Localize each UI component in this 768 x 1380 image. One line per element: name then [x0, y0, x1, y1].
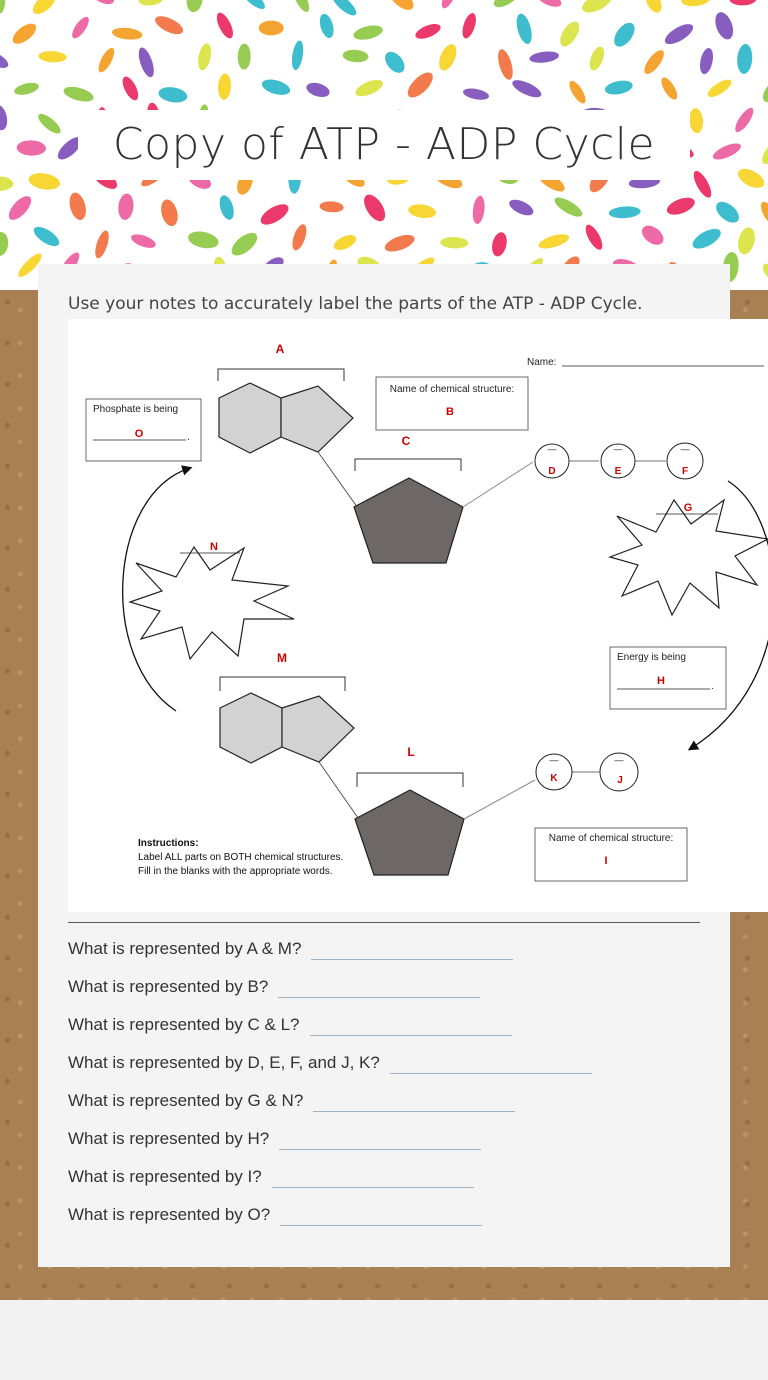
label-j: J: [617, 775, 623, 786]
leaf: [688, 108, 704, 134]
energy-burst-g: [610, 500, 768, 615]
bracket-m: [220, 677, 345, 691]
leaf: [329, 0, 360, 19]
minus-e: —: [613, 444, 623, 454]
label-h: H: [657, 675, 665, 687]
question-row: [68, 1048, 592, 1074]
leaf: [186, 229, 220, 251]
instruction-text: Use your notes to accurately label the parts of the ATP - ADP Cycle.: [68, 294, 643, 314]
leaf: [712, 198, 742, 227]
leaf: [0, 0, 5, 14]
leaf: [552, 194, 585, 220]
leaf: [117, 193, 135, 221]
leaf: [119, 74, 141, 102]
leaf: [157, 85, 188, 104]
leaf: [662, 20, 696, 48]
leaf: [690, 168, 714, 200]
question-label: What is represented by A & M?: [68, 939, 302, 958]
leaf: [96, 46, 118, 75]
leaf: [214, 10, 237, 40]
question-label: What is represented by H?: [68, 1129, 270, 1148]
page-title: Copy of ATP - ADP Cycle: [112, 119, 656, 170]
leaf: [507, 196, 536, 218]
leaf: [658, 75, 680, 102]
question-label: What is represented by B?: [68, 977, 269, 996]
leaf: [5, 192, 35, 223]
minus-j: —: [614, 755, 624, 765]
label-l: L: [407, 745, 415, 759]
leaf: [698, 47, 715, 76]
leaf: [16, 140, 46, 156]
leaf: [257, 200, 291, 229]
minus-d: —: [547, 444, 557, 454]
instructions-line-2: Fill in the blanks with the appropriate words.: [138, 866, 333, 877]
question-row: [68, 1010, 512, 1036]
instructions-line-1: Label ALL parts on BOTH chemical structures.: [138, 852, 344, 863]
leaf: [88, 0, 117, 8]
leaf: [62, 84, 95, 104]
leaf: [638, 222, 667, 249]
minus-f: —: [680, 444, 690, 454]
energy-text: Energy is being: [617, 652, 686, 663]
leaf: [13, 81, 40, 97]
adp-ribose-pentagon: [355, 790, 464, 875]
label-k: K: [550, 773, 558, 784]
leaf: [196, 42, 213, 71]
section-divider: [68, 922, 700, 923]
leaf: [383, 232, 417, 255]
leaf: [138, 0, 163, 7]
leaf: [436, 42, 460, 73]
leaf: [360, 191, 390, 225]
label-b: B: [446, 406, 454, 418]
leaf: [319, 201, 344, 213]
leaf: [711, 140, 743, 163]
leaf: [27, 171, 61, 192]
label-c: C: [401, 434, 411, 448]
worksheet: [38, 264, 730, 1267]
leaf: [0, 177, 13, 191]
label-m: M: [277, 651, 287, 665]
adp-adenine-hexagon: [220, 693, 282, 763]
leaf: [260, 77, 292, 98]
phosphate-text: Phosphate is being: [93, 404, 179, 415]
leaf: [158, 198, 180, 228]
answer-input[interactable]: [278, 973, 480, 998]
question-row: [68, 1200, 482, 1226]
instructions-title: Instructions:: [138, 838, 199, 849]
label-a: A: [275, 342, 285, 356]
leaf: [237, 43, 250, 69]
question-row: [68, 934, 513, 960]
leaf: [491, 0, 522, 11]
bracket-a: [218, 369, 344, 381]
leaf: [439, 0, 460, 10]
name-label: Name:: [527, 357, 557, 368]
atp-ribose-pentagon: [354, 478, 463, 563]
leaf: [31, 223, 62, 250]
adp-link-phosphates: [464, 780, 535, 819]
leaf: [386, 0, 418, 14]
leaf: [529, 50, 560, 64]
leaf: [0, 46, 11, 72]
answer-input[interactable]: [310, 1011, 512, 1036]
leaf: [579, 0, 614, 17]
question-label: What is represented by G & N?: [68, 1091, 304, 1110]
leaf: [735, 226, 757, 256]
question-row: [68, 1162, 474, 1188]
atp-adp-diagram: [68, 319, 768, 912]
leaf: [729, 0, 757, 6]
answer-input[interactable]: [311, 935, 513, 960]
leaf: [67, 191, 89, 222]
leaf: [38, 50, 67, 63]
leaf: [471, 195, 486, 225]
top-structure-label: Name of chemical structure:: [389, 384, 515, 395]
leaf: [759, 260, 768, 286]
leaf: [735, 165, 767, 192]
question-label: What is represented by I?: [68, 1167, 262, 1186]
question-label: What is represented by C & L?: [68, 1015, 300, 1034]
leaf: [736, 43, 753, 74]
leaf: [0, 231, 10, 257]
leaf: [641, 47, 667, 77]
leaf: [732, 105, 756, 134]
leaf: [610, 19, 639, 50]
leaf: [152, 13, 185, 38]
atp-link-phosphates: [463, 462, 533, 507]
answer-input[interactable]: [272, 1163, 474, 1188]
leaf: [495, 48, 515, 82]
leaf: [317, 12, 336, 39]
leaf: [29, 0, 59, 18]
label-o: O: [134, 428, 144, 440]
leaf: [342, 49, 369, 64]
leaf: [759, 74, 768, 106]
energy-period: .: [711, 681, 714, 692]
label-f: F: [681, 466, 689, 477]
leaf: [462, 87, 490, 102]
leaf: [9, 20, 39, 48]
leaf: [705, 76, 734, 100]
leaf: [604, 79, 634, 97]
leaf: [712, 10, 737, 42]
leaf: [758, 136, 768, 168]
leaf: [680, 0, 711, 8]
leaf: [381, 48, 408, 76]
bracket-l: [357, 773, 463, 787]
atp-adenine-hexagon: [219, 383, 281, 453]
leaf: [129, 232, 157, 251]
leaf: [237, 0, 268, 12]
leaf: [136, 46, 157, 79]
answer-input[interactable]: [280, 1201, 482, 1226]
answer-input[interactable]: [390, 1049, 592, 1074]
leaf: [289, 0, 313, 14]
leaf: [535, 0, 563, 10]
question-row: [68, 1086, 515, 1112]
question-label: What is represented by D, E, F, and J, K?: [68, 1053, 380, 1072]
atp-adenine-pentagon: [281, 386, 353, 452]
leaf: [413, 21, 442, 42]
question-row: [68, 1124, 481, 1150]
answer-input[interactable]: [279, 1125, 481, 1150]
question-label: What is represented by O?: [68, 1205, 271, 1224]
leaf: [353, 77, 385, 100]
leaf: [608, 205, 641, 219]
leaf: [758, 199, 768, 228]
leaf: [665, 194, 698, 218]
leaf: [290, 40, 305, 71]
leaf: [642, 0, 665, 15]
minus-k: —: [549, 755, 559, 765]
page-footer-area: [0, 1300, 768, 1380]
leaf: [587, 45, 607, 73]
label-i: I: [604, 855, 608, 867]
leaf: [404, 68, 437, 101]
leaf: [407, 203, 437, 220]
diagram-svg: [68, 319, 768, 912]
adp-adenine-pentagon: [282, 696, 354, 762]
leaf: [0, 103, 10, 132]
phosphate-period: .: [187, 432, 190, 443]
leaf: [290, 222, 310, 252]
title-banner: [78, 110, 690, 180]
leaf: [305, 80, 332, 99]
energy-burst-n: [130, 547, 294, 659]
question-row: [68, 972, 480, 998]
leaf: [514, 12, 535, 46]
leaf: [69, 14, 92, 40]
leaf: [228, 229, 261, 260]
leaf: [566, 78, 588, 105]
leaf: [92, 229, 111, 260]
leaf: [440, 237, 468, 249]
leaf: [582, 222, 605, 252]
label-e: E: [614, 466, 622, 477]
leaf: [217, 73, 231, 100]
leaf: [331, 232, 358, 253]
leaf: [690, 225, 724, 253]
leaf: [111, 26, 143, 41]
label-g: G: [683, 502, 693, 514]
label-n: N: [210, 541, 218, 553]
leaf: [556, 18, 583, 49]
leaf: [185, 0, 205, 13]
leaf: [490, 231, 509, 258]
leaf: [510, 77, 544, 101]
label-d: D: [548, 466, 556, 477]
leaf: [259, 21, 284, 36]
leaf: [217, 194, 236, 222]
leaf: [352, 23, 384, 42]
leaf: [537, 231, 571, 251]
leaf: [35, 111, 63, 137]
bottom-structure-label: Name of chemical structure:: [548, 833, 674, 844]
bracket-c: [355, 459, 461, 471]
leaf: [460, 11, 479, 40]
answer-input[interactable]: [313, 1087, 515, 1112]
